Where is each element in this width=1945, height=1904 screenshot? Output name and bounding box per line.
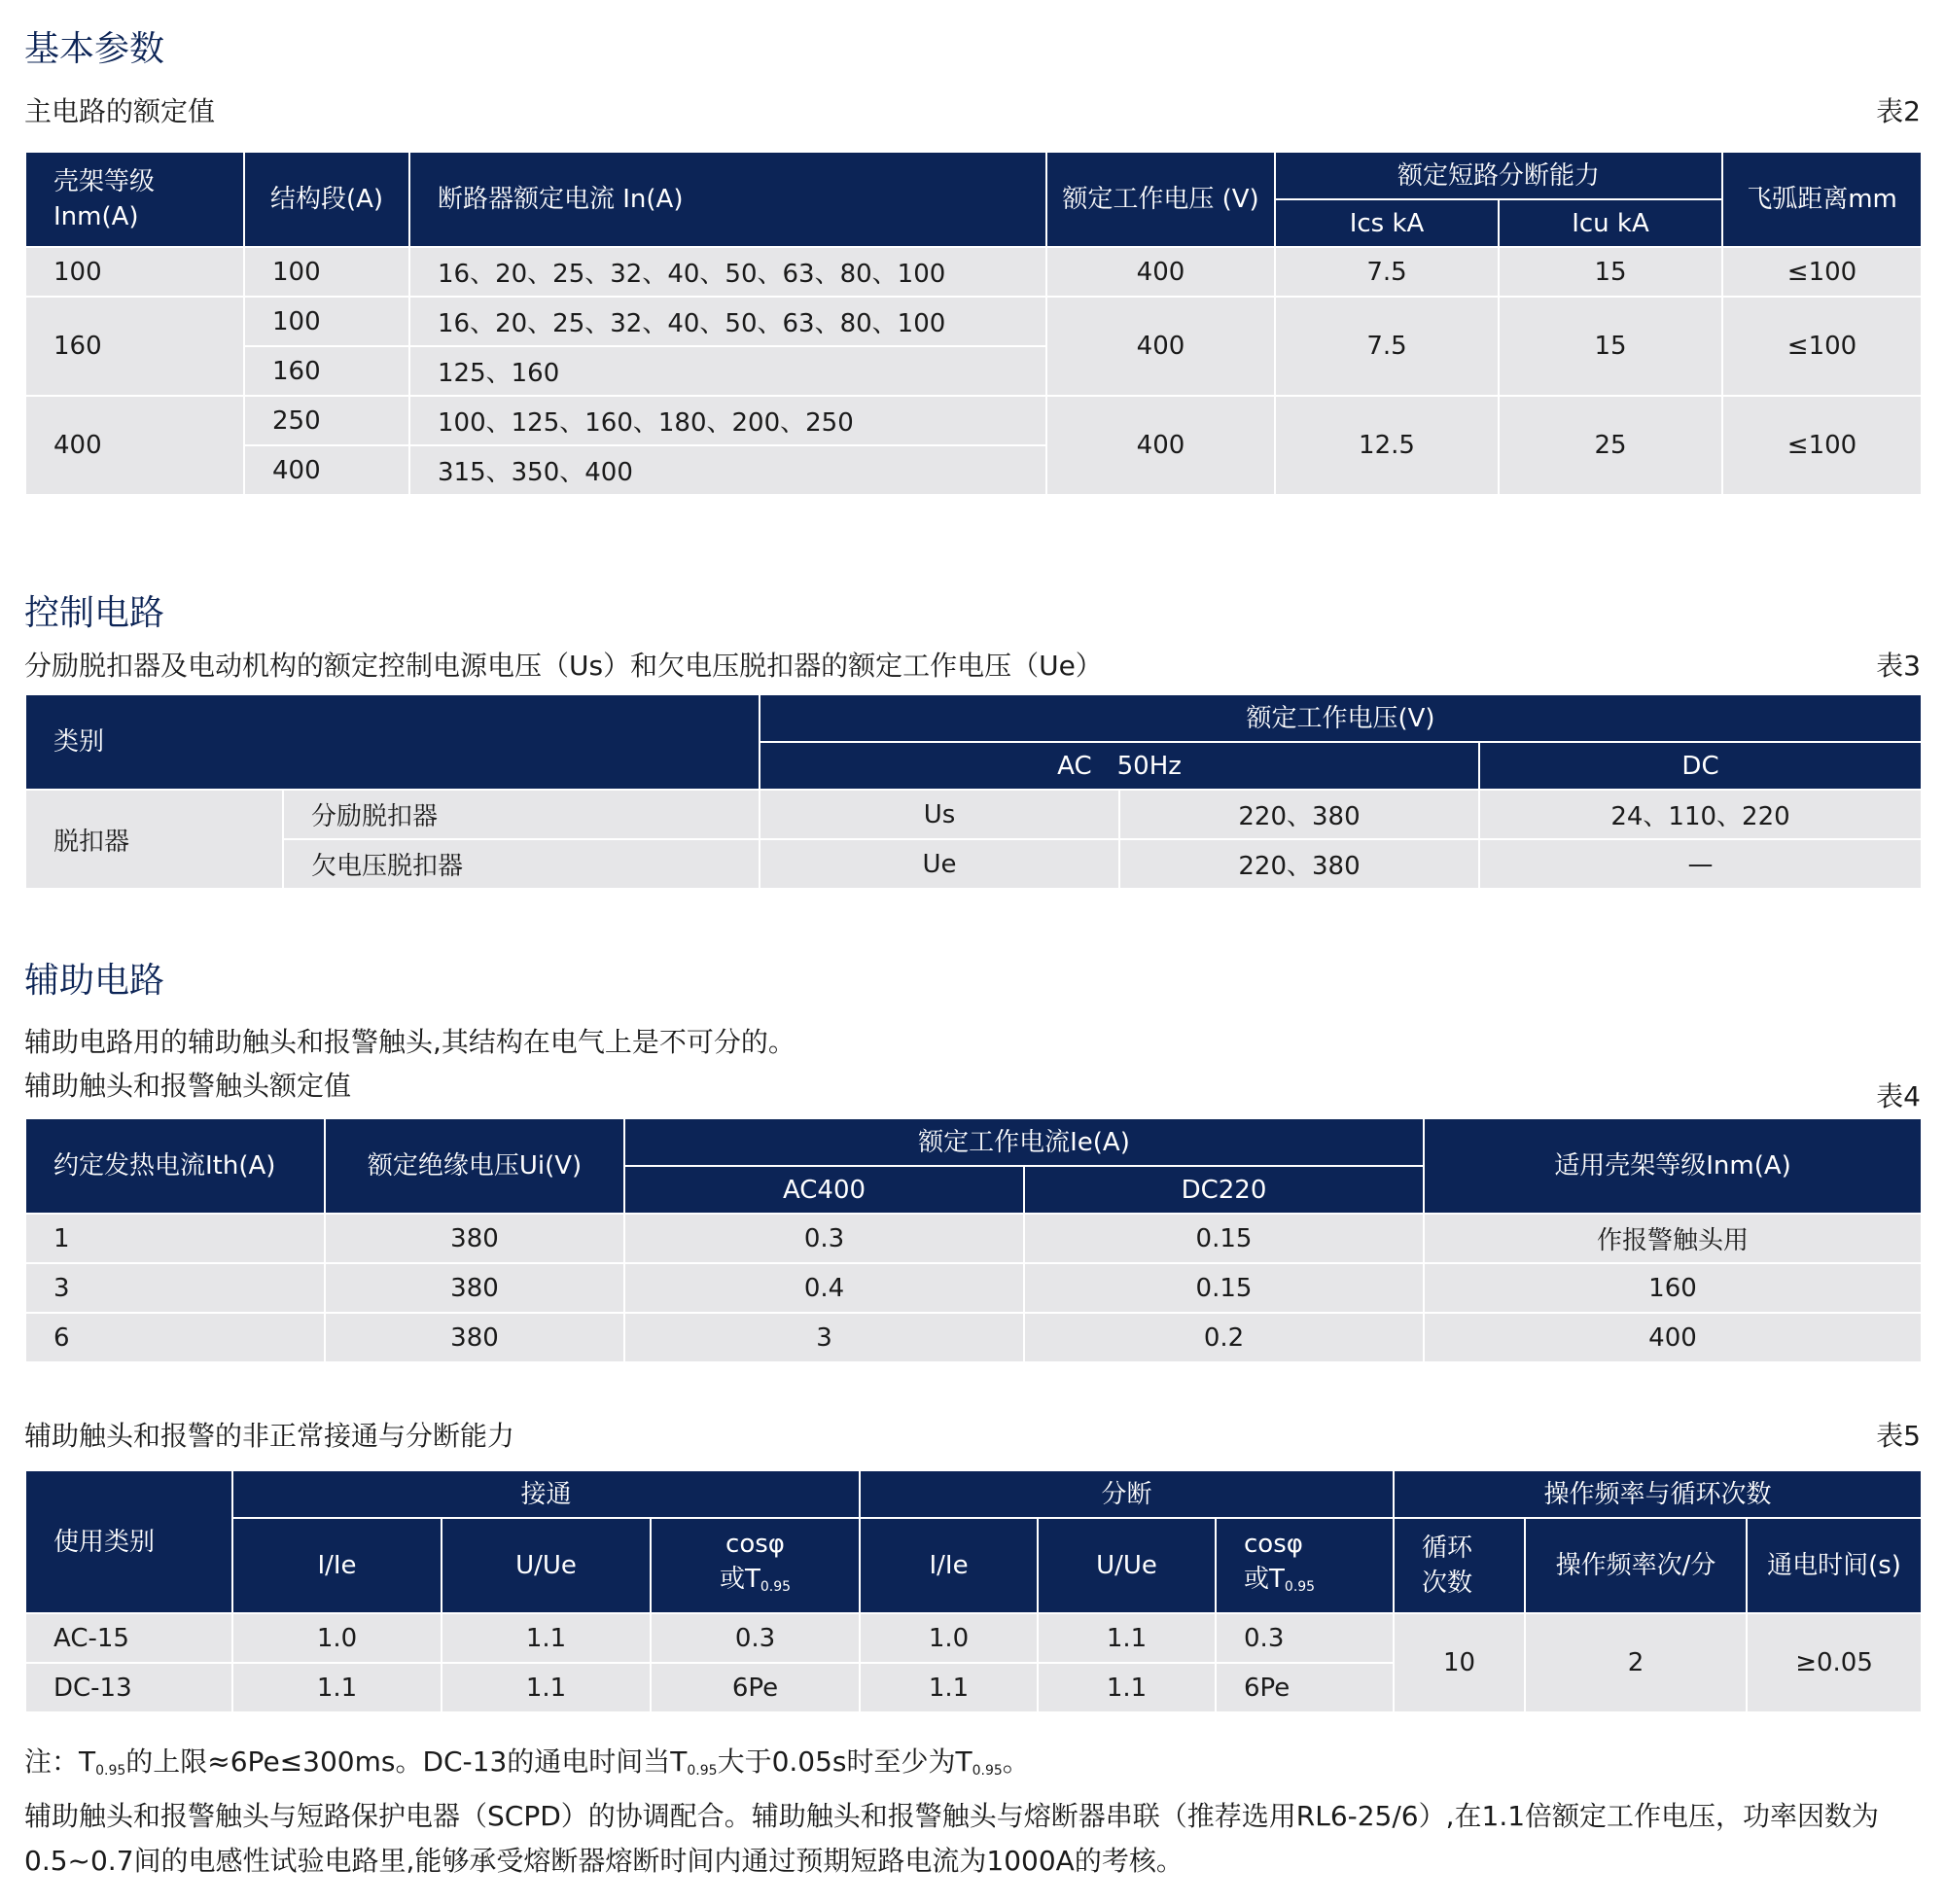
cell-ics: 7.5 bbox=[1275, 297, 1499, 396]
table-row bbox=[25, 1214, 1922, 1263]
cell-ac: 3 bbox=[624, 1313, 1024, 1362]
header-make: 接通 bbox=[232, 1470, 860, 1518]
header-arc: 飞弧距离mm bbox=[1722, 152, 1922, 247]
table-row bbox=[25, 790, 1922, 839]
table2-number: 表2 bbox=[1876, 95, 1921, 127]
header-operation: 操作频率与循环次数 bbox=[1394, 1470, 1922, 1518]
header-make-cos: cosφ 或$T_{0.95}$ bbox=[651, 1518, 860, 1613]
cell-break-u: 1.1 bbox=[1038, 1663, 1216, 1712]
table3-caption bbox=[24, 645, 1921, 684]
table2-main-circuit bbox=[24, 151, 1923, 496]
table-header-row bbox=[25, 694, 1922, 742]
cell-ith: 3 bbox=[25, 1263, 325, 1313]
table-row bbox=[25, 1613, 1922, 1663]
cell-symbol: Us bbox=[760, 790, 1119, 839]
header-category: 类别 bbox=[25, 694, 760, 790]
table3-caption-text: 分励脱扣器及电动机构的额定控制电源电压（Us）和欠电压脱扣器的额定工作电压（Ue） bbox=[24, 650, 1103, 682]
table4-aux-rating bbox=[24, 1117, 1923, 1363]
cell-seg: 160 bbox=[244, 346, 409, 396]
header-category: 使用类别 bbox=[25, 1470, 232, 1613]
cell-in: 125、160 bbox=[409, 346, 1046, 396]
cell-dc: 0.15 bbox=[1024, 1263, 1424, 1313]
header-break-i: I/Ie bbox=[860, 1518, 1038, 1613]
table3-control-circuit bbox=[24, 693, 1923, 890]
header-seg: 结构段(A) bbox=[244, 152, 409, 247]
header-cycles: 循环 次数 bbox=[1394, 1518, 1525, 1613]
cell-icu: 15 bbox=[1499, 297, 1722, 396]
cell-ue: 400 bbox=[1046, 297, 1275, 396]
cell-ac: 220、380 bbox=[1119, 790, 1479, 839]
cell-break-u: 1.1 bbox=[1038, 1613, 1216, 1663]
cell-dc: — bbox=[1479, 839, 1922, 889]
cell-ue: 400 bbox=[1046, 396, 1275, 495]
cell-frequency: 2 bbox=[1525, 1613, 1747, 1712]
cell-icu: 25 bbox=[1499, 396, 1722, 495]
table-row bbox=[25, 396, 1922, 445]
cell-arc: ≤100 bbox=[1722, 297, 1922, 396]
header-dc: DC bbox=[1479, 742, 1922, 790]
cell-frame: 160 bbox=[25, 297, 244, 396]
aux-description: 辅助电路用的辅助触头和报警触头,其结构在电气上是不可分的。 bbox=[24, 1026, 796, 1058]
cell-in: 100、125、160、180、200、250 bbox=[409, 396, 1046, 445]
cell-seg: 250 bbox=[244, 396, 409, 445]
cell-cycles: 10 bbox=[1394, 1613, 1525, 1712]
cell-ith: 1 bbox=[25, 1214, 325, 1263]
header-make-i: I/Ie bbox=[232, 1518, 442, 1613]
cell-seg: 100 bbox=[244, 297, 409, 346]
cell-ui: 380 bbox=[325, 1263, 624, 1313]
cell-icu: 15 bbox=[1499, 247, 1722, 297]
table-header-row bbox=[25, 1118, 1922, 1166]
table2-caption bbox=[24, 90, 1921, 129]
cell-ac: 0.4 bbox=[624, 1263, 1024, 1313]
cell-ith: 6 bbox=[25, 1313, 325, 1362]
cell-symbol: Ue bbox=[760, 839, 1119, 889]
table-row bbox=[25, 247, 1922, 297]
section-title-basic: 基本参数 bbox=[24, 29, 165, 69]
table-header-row bbox=[25, 1518, 1922, 1613]
cell-make-u: 1.1 bbox=[442, 1663, 651, 1712]
cell-make-cos: 6Pe bbox=[651, 1663, 860, 1712]
table5-make-break bbox=[24, 1469, 1923, 1713]
cell-dc: 0.2 bbox=[1024, 1313, 1424, 1362]
header-frame: 壳架等级 Inm(A) bbox=[25, 152, 244, 247]
cell-frame: 400 bbox=[25, 396, 244, 495]
section-title-aux: 辅助电路 bbox=[24, 961, 165, 1001]
cell-make-cos: 0.3 bbox=[651, 1613, 860, 1663]
cell-name: 分励脱扣器 bbox=[283, 790, 760, 839]
cell-ics: 7.5 bbox=[1275, 247, 1499, 297]
cell-make-i: 1.0 bbox=[232, 1613, 442, 1663]
table5-number: 表5 bbox=[1876, 1420, 1921, 1452]
header-ie: 额定工作电流Ie(A) bbox=[624, 1118, 1424, 1166]
cell-ui: 380 bbox=[325, 1313, 624, 1362]
cell-frame: 160 bbox=[1424, 1263, 1922, 1313]
table-row bbox=[25, 297, 1922, 346]
section-title-control: 控制电路 bbox=[24, 593, 165, 633]
cell-in: 16、20、25、32、40、50、63、80、100 bbox=[409, 247, 1046, 297]
header-break-cos: cosφ 或$T_{0.95}$ bbox=[1216, 1518, 1394, 1613]
header-dc220: DC220 bbox=[1024, 1166, 1424, 1214]
table4-number: 表4 bbox=[1876, 1080, 1921, 1112]
header-break-u: U/Ue bbox=[1038, 1518, 1216, 1613]
header-in: 断路器额定电流 In(A) bbox=[409, 152, 1046, 247]
header-ac400: AC400 bbox=[624, 1166, 1024, 1214]
cell-ue: 400 bbox=[1046, 247, 1275, 297]
cell-name: 欠电压脱扣器 bbox=[283, 839, 760, 889]
table4-caption bbox=[24, 1065, 1921, 1112]
table-header-row bbox=[25, 1470, 1922, 1518]
cell-break-cos: 6Pe bbox=[1216, 1663, 1394, 1712]
cell-ics: 12.5 bbox=[1275, 396, 1499, 495]
header-ui: 额定绝缘电压Ui(V) bbox=[325, 1118, 624, 1214]
cell-category: DC-13 bbox=[25, 1663, 232, 1712]
cell-frame: 100 bbox=[25, 247, 244, 297]
table5-caption bbox=[24, 1415, 1921, 1454]
header-icu: Icu kA bbox=[1499, 199, 1722, 247]
cell-group: 脱扣器 bbox=[25, 790, 283, 889]
table4-caption-text: 辅助触头和报警触头额定值 bbox=[24, 1070, 352, 1102]
cell-ac: 0.3 bbox=[624, 1214, 1024, 1263]
header-ith: 约定发热电流Ith(A) bbox=[25, 1118, 325, 1214]
table5-caption-text: 辅助触头和报警的非正常接通与分断能力 bbox=[24, 1420, 515, 1452]
table-header-row bbox=[25, 152, 1922, 199]
cell-make-i: 1.1 bbox=[232, 1663, 442, 1712]
header-time: 通电时间(s) bbox=[1747, 1518, 1922, 1613]
cell-time: ≥0.05 bbox=[1747, 1613, 1922, 1712]
cell-ui: 380 bbox=[325, 1214, 624, 1263]
cell-seg: 100 bbox=[244, 247, 409, 297]
cell-break-cos: 0.3 bbox=[1216, 1613, 1394, 1663]
table2-caption-text: 主电路的额定值 bbox=[24, 95, 216, 127]
header-frequency: 操作频率次/分 bbox=[1525, 1518, 1747, 1613]
table-row bbox=[25, 839, 1922, 889]
table3-number: 表3 bbox=[1876, 650, 1921, 682]
cell-category: AC-15 bbox=[25, 1613, 232, 1663]
cell-in: 16、20、25、32、40、50、63、80、100 bbox=[409, 297, 1046, 346]
cell-dc: 24、110、220 bbox=[1479, 790, 1922, 839]
cell-seg: 400 bbox=[244, 445, 409, 495]
cell-dc: 0.15 bbox=[1024, 1214, 1424, 1263]
cell-make-u: 1.1 bbox=[442, 1613, 651, 1663]
table-row bbox=[25, 1263, 1922, 1313]
cell-frame: 作报警触头用 bbox=[1424, 1214, 1922, 1263]
cell-break-i: 1.1 bbox=[860, 1663, 1038, 1712]
header-ue: 额定工作电压 (V) bbox=[1046, 152, 1275, 247]
cell-frame: 400 bbox=[1424, 1313, 1922, 1362]
header-break: 分断 bbox=[860, 1470, 1394, 1518]
footnote: 注：$T_{0.95}$的上限≈6Pe≤300ms。DC-13的通电时间当$T_{0.95}$大于0.05s时至少为$T_{0.95}$。 bbox=[24, 1745, 1030, 1779]
scpd-paragraph: 辅助触头和报警触头与短路保护电器（SCPD）的协调配合。辅助触头和报警触头与熔断器串联（推荐选用RL6-25/6）,在1.1倍额定工作电压，功率因数为0.5~0.7间的电感性试验电路里,能够承受熔断器熔断时间内通过预期短路电流为1000A的考核。 bbox=[24, 1800, 1880, 1877]
header-ac: AC 50Hz bbox=[760, 742, 1479, 790]
header-frame: 适用壳架等级Inm(A) bbox=[1424, 1118, 1922, 1214]
table-row bbox=[25, 1313, 1922, 1362]
header-rated-voltage: 额定工作电压(V) bbox=[760, 694, 1922, 742]
cell-break-i: 1.0 bbox=[860, 1613, 1038, 1663]
cell-in: 315、350、400 bbox=[409, 445, 1046, 495]
header-sc: 额定短路分断能力 bbox=[1275, 152, 1722, 199]
cell-ac: 220、380 bbox=[1119, 839, 1479, 889]
header-make-u: U/Ue bbox=[442, 1518, 651, 1613]
header-ics: Ics kA bbox=[1275, 199, 1499, 247]
cell-arc: ≤100 bbox=[1722, 247, 1922, 297]
cell-arc: ≤100 bbox=[1722, 396, 1922, 495]
